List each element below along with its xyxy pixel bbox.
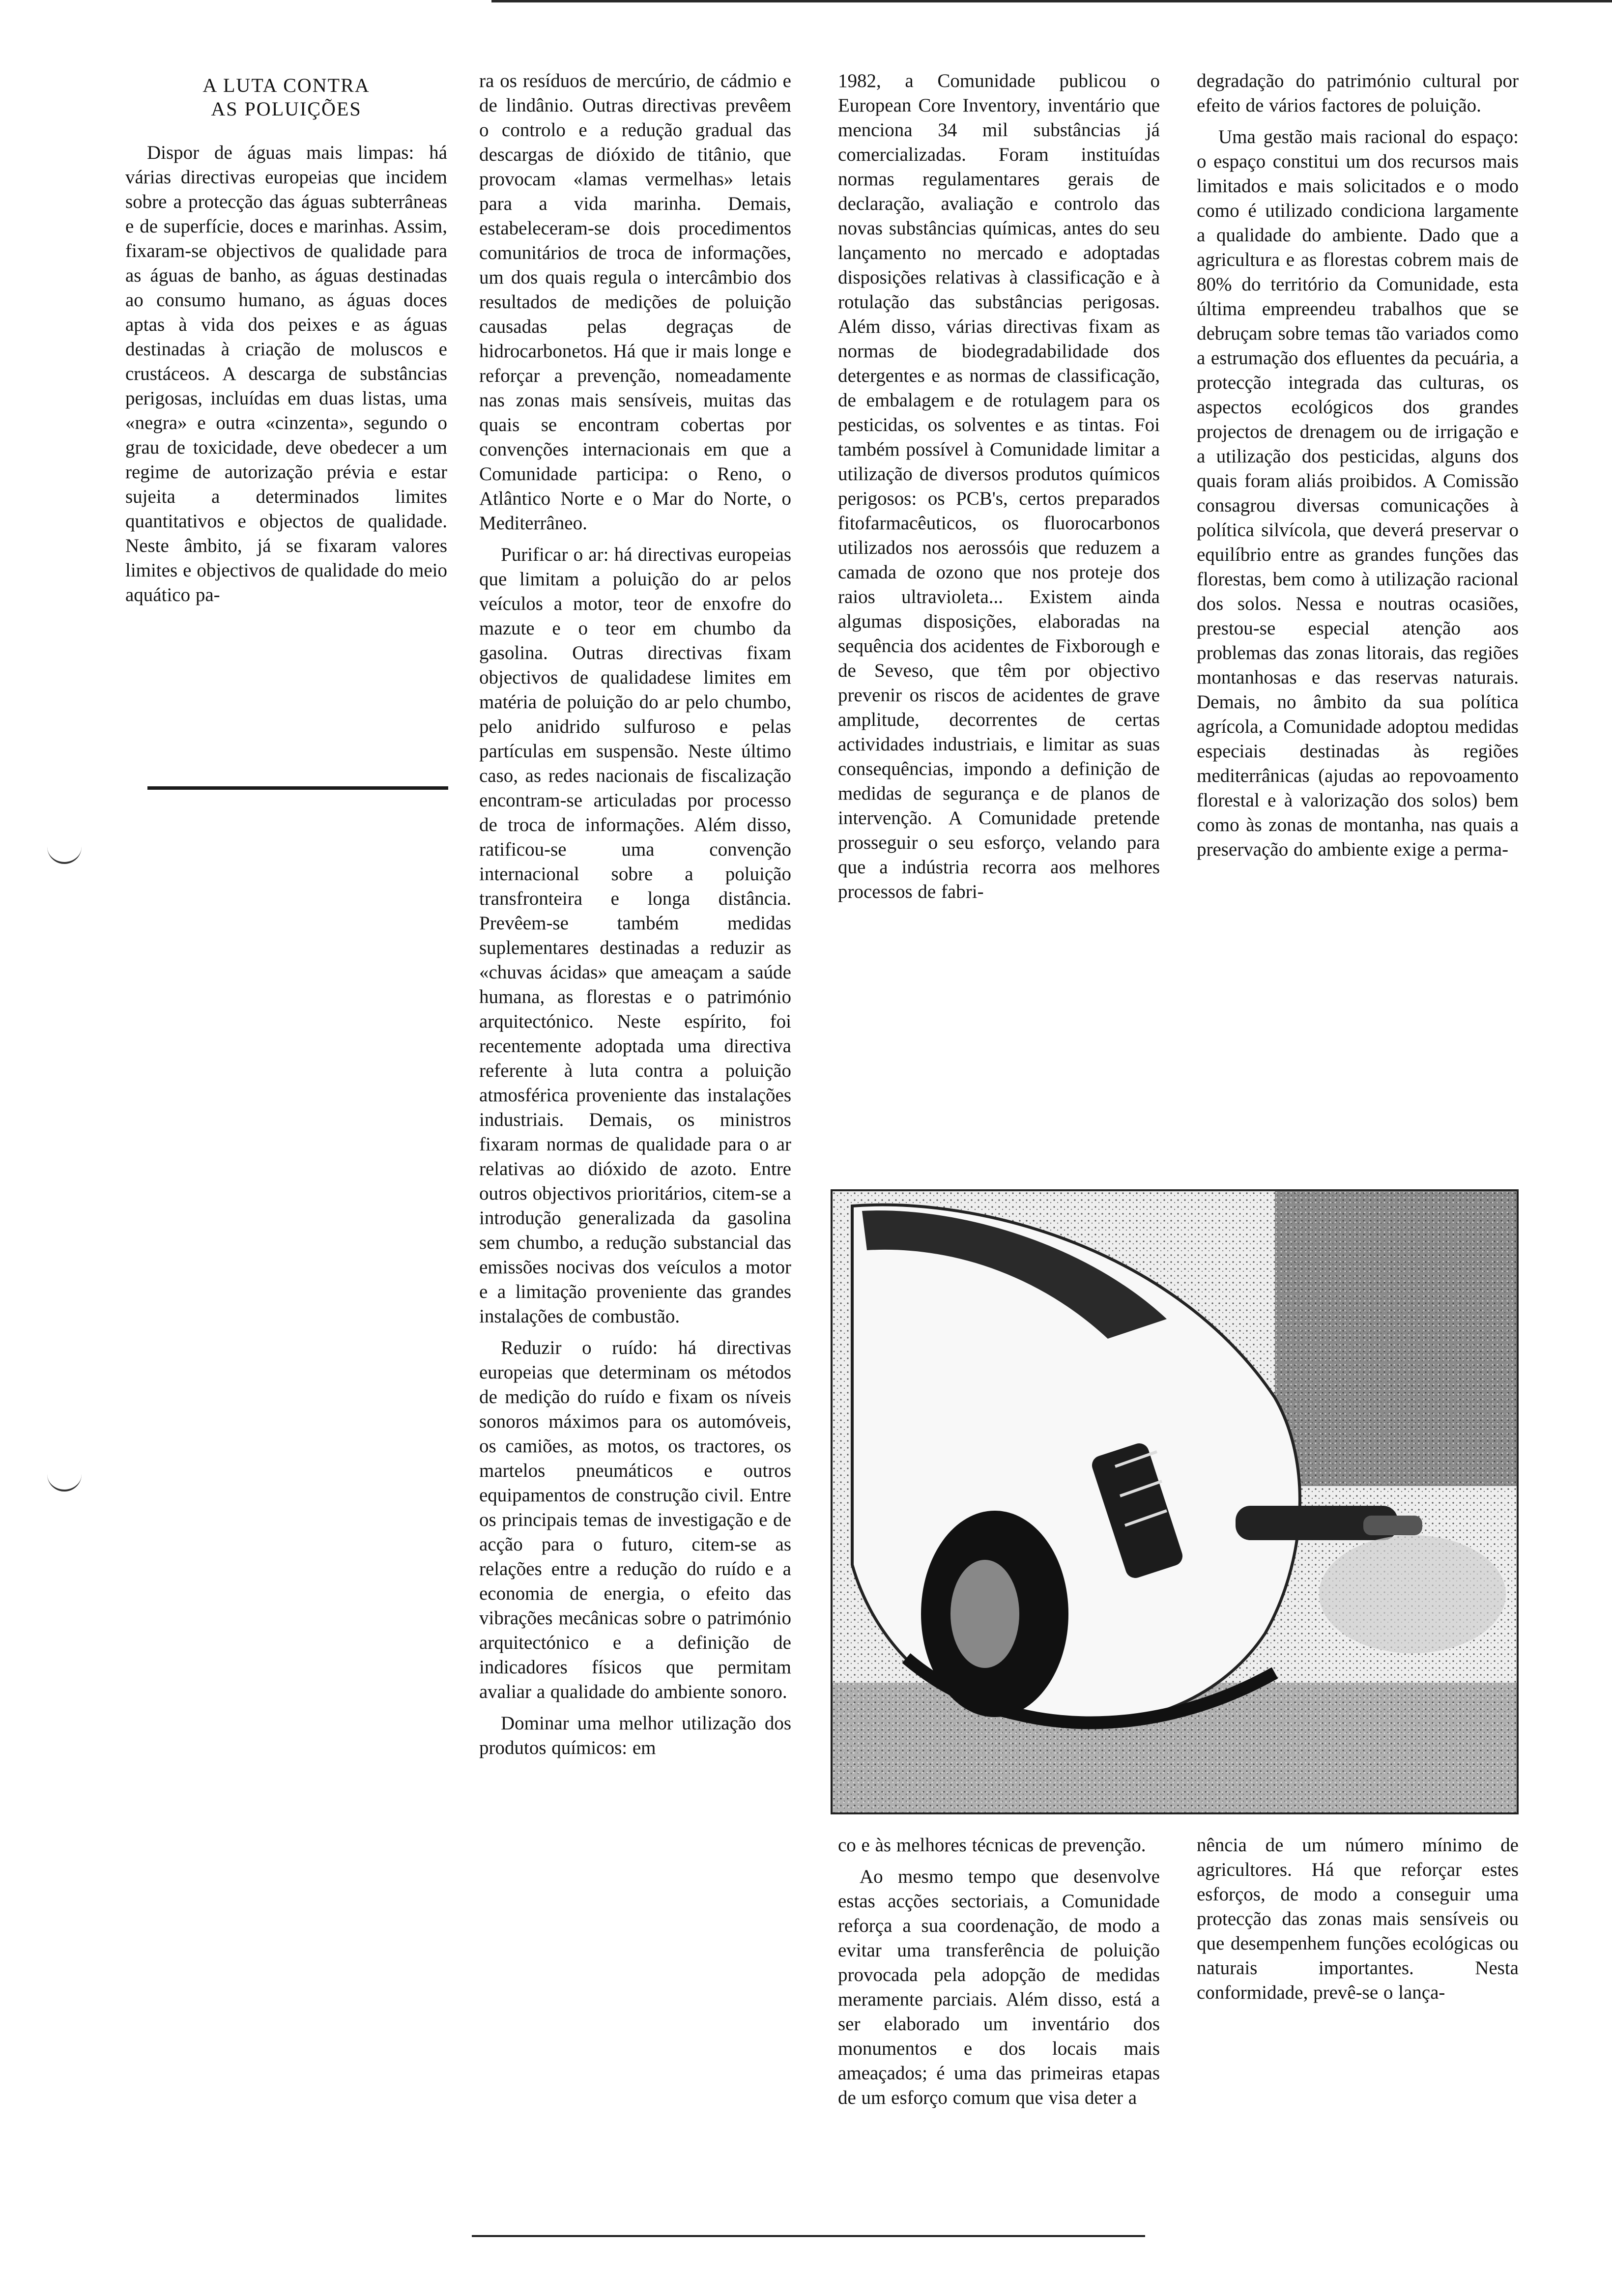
paragraph-space: Uma gestão mais racional do espaço: o espaço constitui um dos recursos mais limitados e mais solicitados e o modo como é utilizado condiciona largamente a qualidade do ambiente. Dado que a agricultura e as florestas cobrem mais de 80% do território da Comunidade, esta última empreendeu trabalhos que se debruçam sobre temas tão variados como a estrumação dos efluentes da pecuária, a protecção integrada das culturas, os aspectos ecológicos dos grandes projectos de drenagem ou de irrigação e a utilização dos pesticidas, alguns dos quais foram aliás proibidos. A Comissão consagrou diversas comunicações à política silvícola, que deverá preservar o equilíbrio entre as grandes funções das florestas, bem como à utilização racional dos solos. Nessa e noutras ocasiões, prestou-se especial atenção aos problemas das zonas litorais, das regiões montanhosas e das reservas naturais. Demais, no âmbito da sua política agrícola, a Comunidade adoptou medidas especiais destinadas às regiões mediterrânicas (ajudas ao repovoamento florestal e à valorização dos solos) bem como às zonas de montanha, nas quais a preservação do ambiente exige a perma-	[1197, 126, 1519, 860]
paragraph-coordination: Ao mesmo tempo que desenvolve estas acções sectoriais, a Comunidade reforça a sua coordenação, de modo a evitar uma transferência de poluição provocada pela adopção de medidas meramente parciais. Além disso, está a ser elaborado um inventário dos monumentos e dos locais mais ameaçados; é uma das primeiras etapas de um esforço comum que visa deter a	[838, 1866, 1160, 2108]
column-3	[838, 69, 1160, 904]
paragraph-chemicals: Dominar uma melhor utilização dos produtos químicos: em	[479, 1713, 791, 1758]
column-3-bottom	[838, 1833, 1160, 2110]
article-title	[125, 74, 447, 121]
paragraph-water-cont: ra os resíduos de mercúrio, de cádmio e de lindânio. Outras directivas prevêem o controlo e a redução gradual das descargas de dióxido de titânio, que provocam «lamas vermelhas» letais para a vida marinha. Demais, estabeleceram-se dois procedimentos comunitários de troca de informações, um dos quais regula o intercâmbio dos resultados de medições de poluição causadas pelas degraças de hidrocarbonetos. Há que ir mais longe e reforçar a prevenção, nomeadamente nas zonas mais sensíveis, muitas das quais se encontram cobertas por convenções internacionais em que a Comunidade participa: o Reno, o Atlântico Norte e o Mar do Norte, o Mediterrâneo.	[479, 70, 791, 534]
car-photo	[831, 1189, 1519, 1814]
paragraph-heritage: degradação do património cultural por efeito de vários factores de poluição.	[1197, 70, 1519, 116]
car-photo-icon	[833, 1191, 1517, 1812]
scan-mark	[47, 1472, 82, 1492]
column-1-end-rule	[147, 786, 448, 790]
paragraph-prevention: co e às melhores técnicas de prevenção.	[838, 1835, 1146, 1856]
title-line-2: AS POLUIÇÕES	[211, 98, 362, 120]
paragraph-chemicals-cont: 1982, a Comunidade publicou o European Core Inventory, inventário que menciona 34 mil substâncias já comercializadas. Foram instituídas normas regulamentares gerais de declaração, avaliação e controlo das novas substâncias químicas, antes do seu lançamento no mercado e adoptadas disposições relativas à classificação e à rotulação das substâncias perigosas. Além disso, várias directivas fixam as normas de biodegradabilidade dos detergentes e as normas de classificação, de embalagem e de rotulagem para os pesticidas, os solventes e as tintas. Foi também possível à Comunidade limitar a utilização de diversos produtos químicos perigosos: os PCB's, certos preparados fitofarmacêuticos, os fluorocarbonos utilizados nos aerossóis que reduzem a camada de ozono que nos proteje dos raios ultravioleta... Existem ainda algumas disposições, elaboradas na sequência dos acidentes de Fixborough e de Seveso, que têm por objectivo prevenir os riscos de acidentes de grave amplitude, decorrentes de certas actividades industriais, e limitar as suas consequências, impondo a definição de medidas de segurança e de planos de intervenção. A Comunidade pretende prosseguir o seu esforço, velando para que a indústria recorra aos melhores processos de fabri-	[838, 70, 1160, 902]
paragraph-water: Dispor de águas mais limpas: há várias directivas europeias que incidem sobre a protecção das águas subterrâneas e de superfície, doces e marinhas. Assim, fixaram-se objectivos de qualidade para as águas de banho, as águas destinadas ao consumo humano, as águas doces aptas à vida dos peixes e as águas destinadas à criação de moluscos e crustáceos. A descarga de substâncias perigosas, incluídas em duas listas, uma «negra» e outra «cinzenta», segundo o grau de toxicidade, deve obedecer a um regime de autorização prévia e estar sujeita a determinados limites quantitativos e objectos de qualidade. Neste âmbito, já se fixaram valores limites e objectivos de qualidade do meio aquático pa-	[125, 142, 447, 605]
column-1	[125, 74, 447, 607]
column-4	[1197, 69, 1519, 862]
paragraph-air: Purificar o ar: há directivas europeias que limitam a poluição do ar pelos veículos a motor, teor de enxofre do mazute e o teor em chumbo da gasolina. Outras directivas fixam objectivos de qualidadese limites em matéria de poluição do ar pelo chumbo, pelo anidrido sulfuroso e pelas partículas em suspensão. Neste último caso, as redes nacionais de fiscalização encontram-se articuladas por processo de troca de informações. Além disso, ratificou-se uma convenção internacional sobre a poluição transfronteira e longa distância. Prevêem-se também medidas suplementares destinadas a reduzir as «chuvas ácidas» que ameaçam a saúde humana, as florestas e o património arquitectónico. Neste espírito, foi recentemente adoptada uma directiva referente à luta contra a poluição atmosférica proveniente das instalações industriais. Demais, os ministros fixaram normas de qualidade para o ar relativas ao dióxido de azoto. Entre outros objectivos prioritários, citem-se a introdução generalizada da gasolina sem chumbo, a redução substancial das emissões nocivas dos veículos a motor e a limitação proveniente das grandes instalações de combustão.	[479, 544, 791, 1327]
column-4-bottom	[1197, 1833, 1519, 2005]
column-2	[479, 69, 791, 1760]
top-rule	[491, 0, 1612, 2]
paragraph-noise: Reduzir o ruído: há directivas europeias que determinam os métodos de medição do ruído e fixam os níveis sonoros máximos para os automóveis, os camiões, as motos, os tractores, os martelos pneumáticos e outros equipamentos de construção civil. Entre os principais temas de investigação e de acção para o futuro, citem-se as relações entre a redução do ruído e a economia de energia, o efeito das vibrações mecânicas sobre o património arquitectónico e a definição de indicadores físicos que permitam avaliar a qualidade do ambiente sonoro.	[479, 1337, 791, 1702]
title-line-1: A LUTA CONTRA	[202, 74, 370, 96]
scan-mark	[47, 844, 82, 864]
paragraph-agriculture: nência de um número mínimo de agricultores. Há que reforçar estes esforços, de modo a conseguir uma protecção das zonas mais sensíveis ou que desempenhem funções ecológicas ou naturais importantes. Nesta conformidade, prevê-se o lança-	[1197, 1835, 1519, 2003]
bottom-rule	[472, 2235, 1145, 2237]
